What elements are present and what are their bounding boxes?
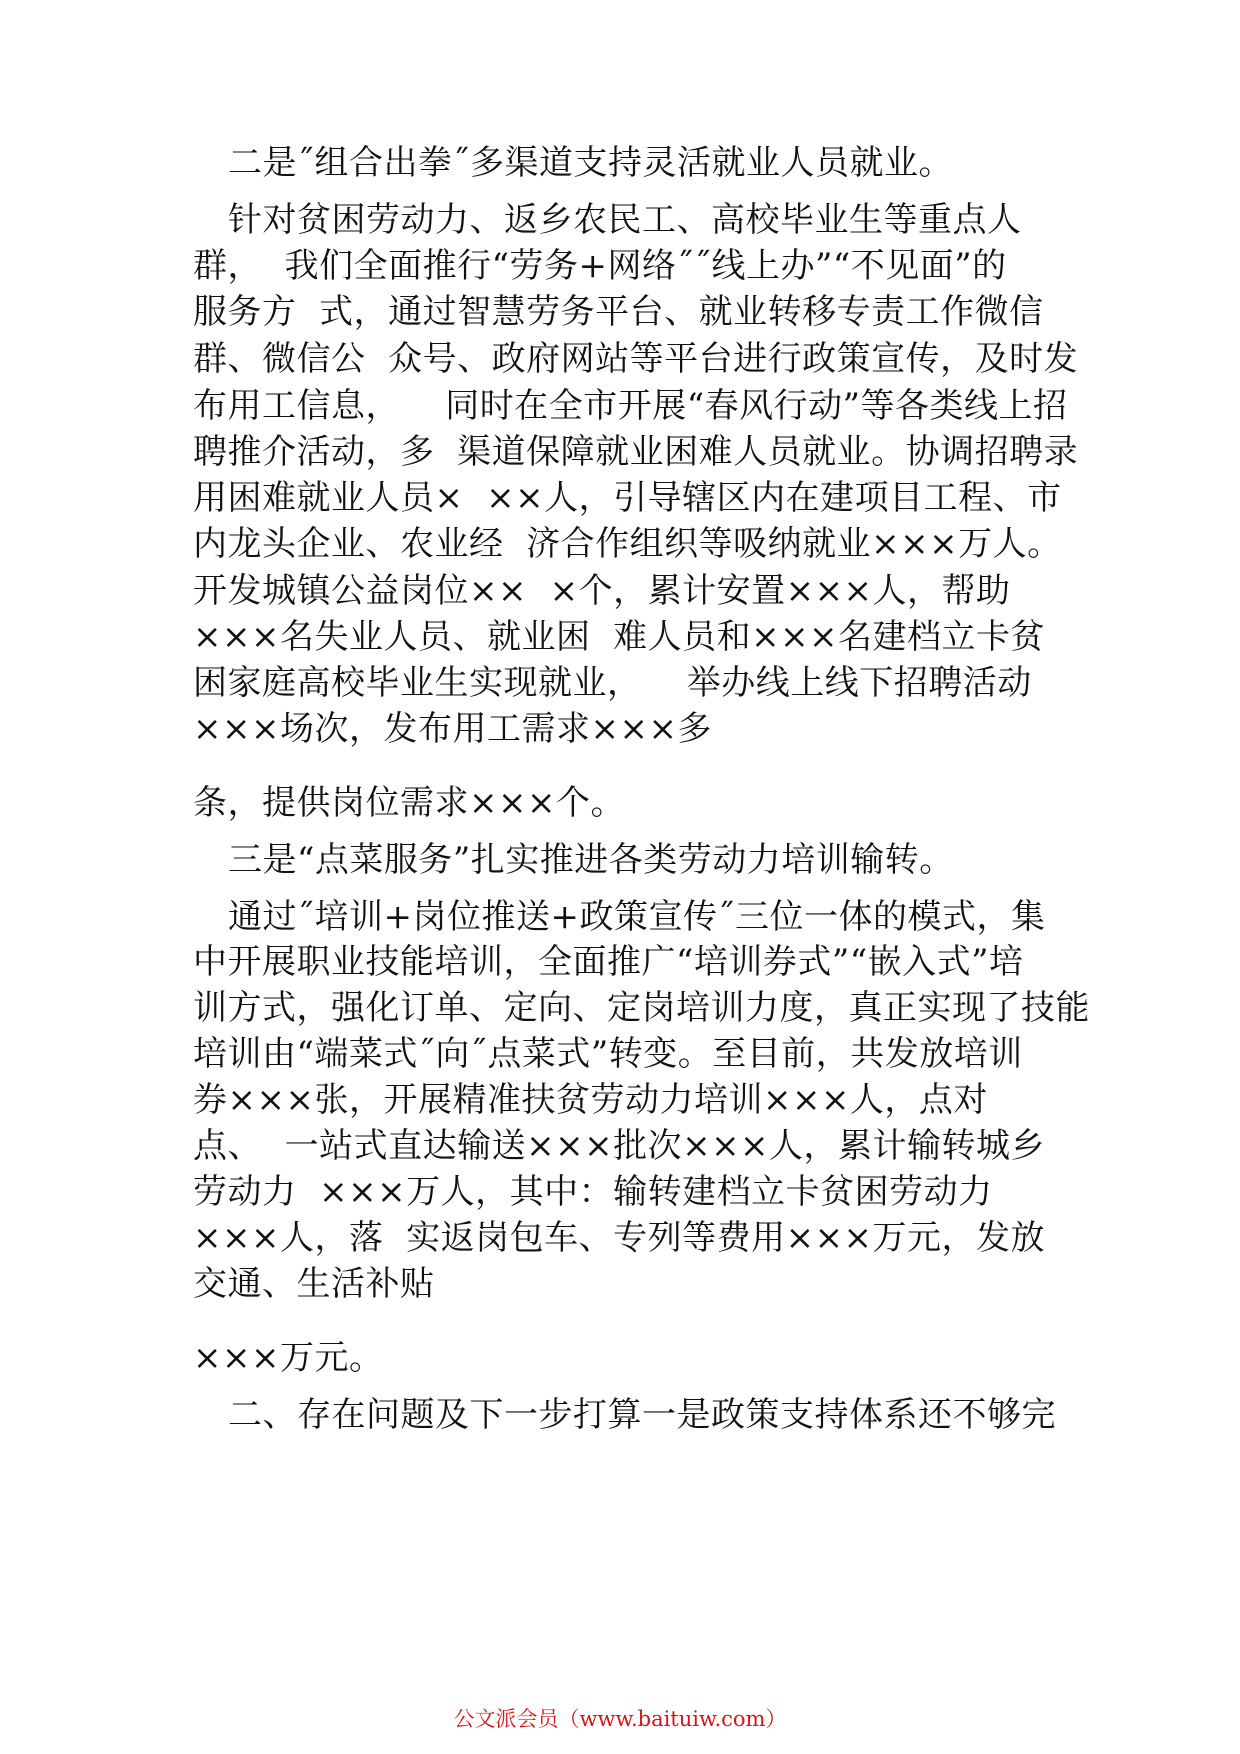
text-line: 券×××张，开展精准扶贫劳动力培训×××人，点对 [193, 1080, 988, 1120]
text-line: 二、存在问题及下一步打算一是政策支持体系还不够完 [228, 1395, 1056, 1435]
text-line: 三是“点菜服务”扎实推进各类劳动力培训输转。 [228, 840, 954, 880]
text-line: 针对贫困劳动力、返乡农民工、高校毕业生等重点人 [228, 200, 1022, 240]
text-line: 培训由“端菜式˝向˝点菜式”转变。至目前，共发放培训 [193, 1034, 1023, 1074]
text-line: 条，提供岗位需求×××个。 [193, 783, 625, 823]
text-line: 内龙头企业、农业经 济合作组织等吸纳就业×××万人。 [193, 524, 1062, 564]
text-line: 点、 一站式直达输送×××批次×××人，累计输转城乡 [193, 1126, 1046, 1166]
text-line: 交通、生活补贴 [193, 1264, 435, 1304]
text-line: 开发城镇公益岗位×× ×个，累计安置×××人，帮助 [193, 571, 1011, 611]
text-line: 群、微信公 众号、政府网站等平台进行政策宣传，及时发 [193, 339, 1079, 379]
text-line: 劳动力 ×××万人，其中：输转建档立卡贫困劳动力 [193, 1172, 993, 1212]
text-line: ×××场次，发布用工需求×××多 [193, 709, 712, 749]
text-line: 布用工信息， 同时在全市开展“春风行动”等各类线上招 [193, 386, 1068, 426]
text-line: 训方式，强化订单、定向、定岗培训力度，真正实现了技能 [193, 988, 1090, 1028]
text-line: 服务方 式，通过智慧劳务平台、就业转移专责工作微信 [193, 292, 1044, 332]
text-line: 二是˝组合出拳˝多渠道支持灵活就业人员就业。 [228, 143, 953, 183]
footer-watermark: 公文派会员（www.baituiw.com） [453, 1707, 787, 1731]
text-line: 通过˝培训+岗位推送+政策宣传˝三位一体的模式，集 [228, 897, 1046, 937]
text-line: 用困难就业人员× ××人，引导辖区内在建项目工程、市 [193, 478, 1062, 518]
text-line: 群， 我们全面推行“劳务+网络˝˝线上办”“不见面”的 [193, 246, 1007, 286]
text-line: 中开展职业技能培训，全面推广“培训券式”“嵌入式”培 [193, 942, 1024, 982]
text-line: ×××人，落 实返岗包车、专列等费用×××万元，发放 [193, 1218, 1046, 1258]
text-line: 聘推介活动，多 渠道保障就业困难人员就业。协调招聘录 [193, 432, 1079, 472]
text-line: ×××名失业人员、就业困 难人员和×××名建档立卡贫 [193, 617, 1046, 657]
text-line: ×××万元。 [193, 1338, 384, 1378]
text-line: 困家庭高校毕业生实现就业， 举办线上线下招聘活动 [193, 663, 1032, 703]
